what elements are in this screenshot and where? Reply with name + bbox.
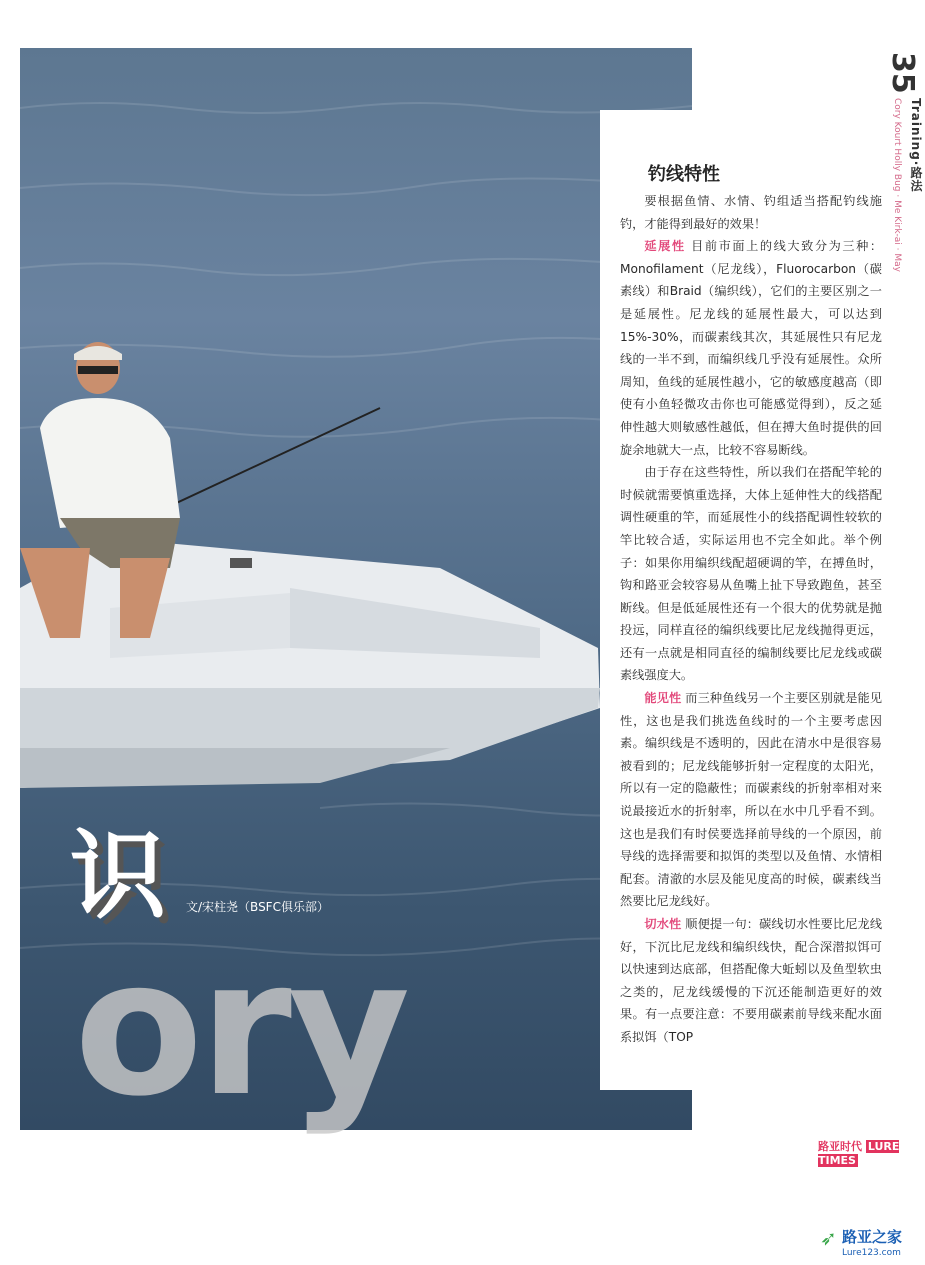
fish-icon: ➶ xyxy=(820,1226,837,1250)
section-label: Training·路法 xyxy=(909,98,923,193)
paragraph-sinking xyxy=(620,913,882,1049)
paragraph-text: 顺便提一句：碳线切水性要比尼龙线好，下沉比尼龙线和编织线快，配合深潜拟饵可以快速到达底部，但搭配像大蚯蚓以及鱼型软虫之类的，尼龙线缓慢的下沉还能制造更好的效果。有一点要注意：不要用碳素前导线来配水面系拟饵（TOP xyxy=(620,917,883,1044)
magazine-name-en: LURE TIMES xyxy=(818,1140,900,1167)
paragraph-selection: 由于存在这些特性，所以我们在搭配竿轮的时候就需要慎重选择，大体上延伸性大的线搭配调性硬重的竿，而延展性小的线搭配调性较软的竿比较合适，实际运用也不完全如此。举个例子：如果你用编织线配超硬调的竿，在搏鱼时，钩和路亚会较容易从鱼嘴上扯下导致跑鱼，甚至断线。但是低延展性还有一个很大的优势就是抛投远，同样直径的编织线要比尼龙线抛得更远，还有一点就是相同直径的编制线要比尼龙线或碳素线强度大。 xyxy=(620,465,882,683)
watermark-url: Lure123.com xyxy=(842,1248,901,1258)
byline: 文/宋柱尧（BSFC俱乐部） xyxy=(186,900,329,914)
section-subtitle: Cory Kourt Holly Bug · Me Kirk-ai · May xyxy=(892,98,902,272)
paragraph-extensibility xyxy=(620,235,882,461)
magazine-footer xyxy=(818,1138,920,1167)
paragraph-text: 目前市面上的线大致分为三种：Monofilament（尼龙线），Fluorocarbon（碳素线）和Braid（编织线），它们的主要区别之一是延展性。尼龙线的延展性最大，可以达到15%-30%，而碳素线其次，其延展性只有尼龙线的一半不到，而编织线几乎没有延展性。众所周知，鱼线的延展性越小，它的敏感度越高（即使有小鱼轻微攻击你也可能感觉得到），反之延伸性越大则敏感性越低，但在搏大鱼时提供的回旋余地就大一点，比较不容易断线。 xyxy=(620,239,883,457)
keyword-extensibility: 延展性 xyxy=(644,239,686,254)
paragraph-visibility xyxy=(620,687,882,913)
article-intro: 要根据鱼情、水情、钓组适当搭配钓线施钓，才能得到最好的效果！ xyxy=(620,194,882,231)
magazine-name-cn: 路亚时代 xyxy=(818,1140,862,1153)
keyword-visibility: 能见性 xyxy=(644,691,682,706)
page-number: 35 xyxy=(885,52,920,94)
article-title: 钓线特性 xyxy=(648,164,720,185)
article-body xyxy=(620,190,882,1049)
background-word: ory xyxy=(74,919,407,1138)
keyword-sinking: 切水性 xyxy=(644,917,682,931)
paragraph-text: 而三种鱼线另一个主要区别就是能见性，这也是我们挑选鱼线时的一个主要考虑因素。编织线是不透明的，因此在清水中是很容易被看到的；尼龙线能够折射一定程度的太阳光，所以有一定的隐蔽性；而碳素线的折射率相对来说最接近水的折射率，所以在水中几乎看不到。这也是我们有时侯要选择前导线的一个原因，前导线的选择需要和拟饵的类型以及鱼情、水情相配套。清澈的水层及能见度高的时候，碳素线当然要比尼龙线好。 xyxy=(620,691,883,909)
headline-char: 识 xyxy=(70,820,166,932)
watermark-title: 路亚之家 xyxy=(842,1228,903,1246)
